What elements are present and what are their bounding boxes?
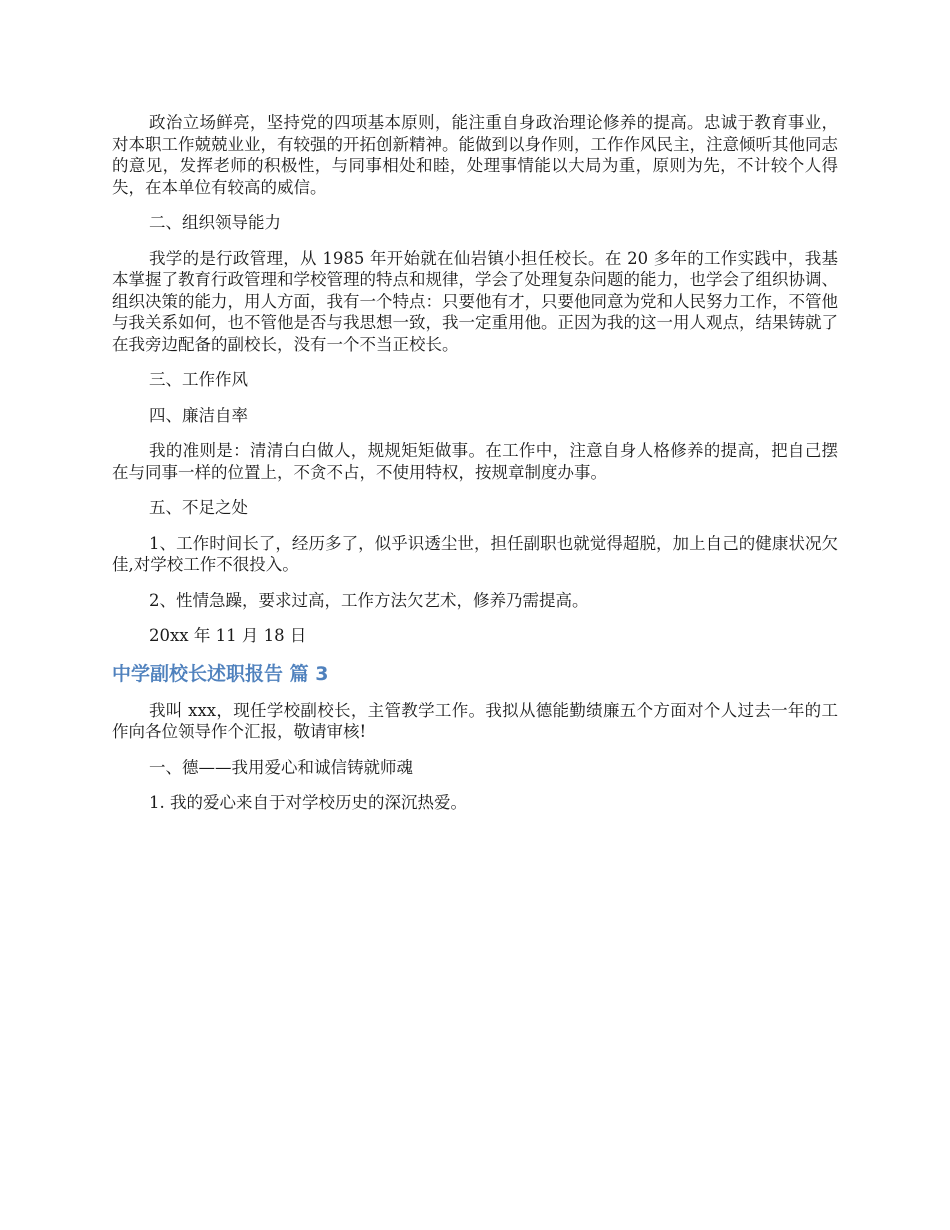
date-line: 20xx 年 11 月 18 日	[149, 626, 307, 645]
section-heading-integrity: 四、廉洁自率	[149, 405, 248, 425]
section-heading-shortcomings: 五、不足之处	[149, 498, 248, 517]
list-item-shortcoming-2: 2、性情急躁，要求过高，工作方法欠艺术，修养乃需提高。	[149, 590, 589, 610]
section-heading-virtue: 一、德——我用爱心和诚信铸就师魂	[149, 757, 413, 777]
paragraph-political-stance: 政治立场鲜亮，坚持党的四项基本原则，能注重自身政治理论修养的提高。忠诚于教育事业，对本职工作兢兢业业，有较强的开拓创新精神。能做到以身作则，工作作风民主，注意倾听其他同志的意见，发挥老师的积极性，与同事相处和睦，处理事情能以大局为重，原则为先，不计较个人得失，在本单位有较高的威信。	[112, 113, 838, 197]
section-heading-work-style: 三、工作作风	[149, 370, 248, 389]
paragraph-integrity: 我的准则是：清清白白做人，规规矩矩做事。在工作中，注意自身人格修养的提高，把自己摆在与同事一样的位置上，不贪不占，不使用特权，按规章制度办事。	[112, 441, 838, 482]
paragraph-leadership: 我学的是行政管理，从 1985 年开始就在仙岩镇小担任校长。在 20 多年的工作实践中，我基本掌握了教育行政管理和学校管理的特点和规律，学会了处理复杂问题的能力，也学会了组织协调、组织决策的能力，用人方面，我有一个特点：只要他有才，只要他同意为党和人民努力工作，不管他与我关系如何，也不管他是否与我思想一致，我一定重用他。正因为我的这一用人观点，结果铸就了在我旁边配备的副校长，没有一个不当正校长。	[112, 248, 838, 354]
section-heading-leadership: 二、组织领导能力	[149, 213, 281, 232]
document-body	[112, 112, 838, 828]
paragraph-introduction: 我叫 xxx，现任学校副校长，主管教学工作。我拟从德能勤绩廉五个方面对个人过去一年的工作向各位领导作个汇报，敬请审核!	[112, 700, 838, 741]
article-heading: 中学副校长述职报告 篇 3	[112, 662, 329, 685]
list-item-shortcoming-1: 1、工作时间长了，经历多了，似乎识透尘世，担任副职也就觉得超脱，加上自己的健康状况欠佳,对学校工作不很投入。	[112, 533, 838, 574]
list-item-virtue-1: 1. 我的爱心来自于对学校历史的深沉热爱。	[149, 793, 467, 812]
